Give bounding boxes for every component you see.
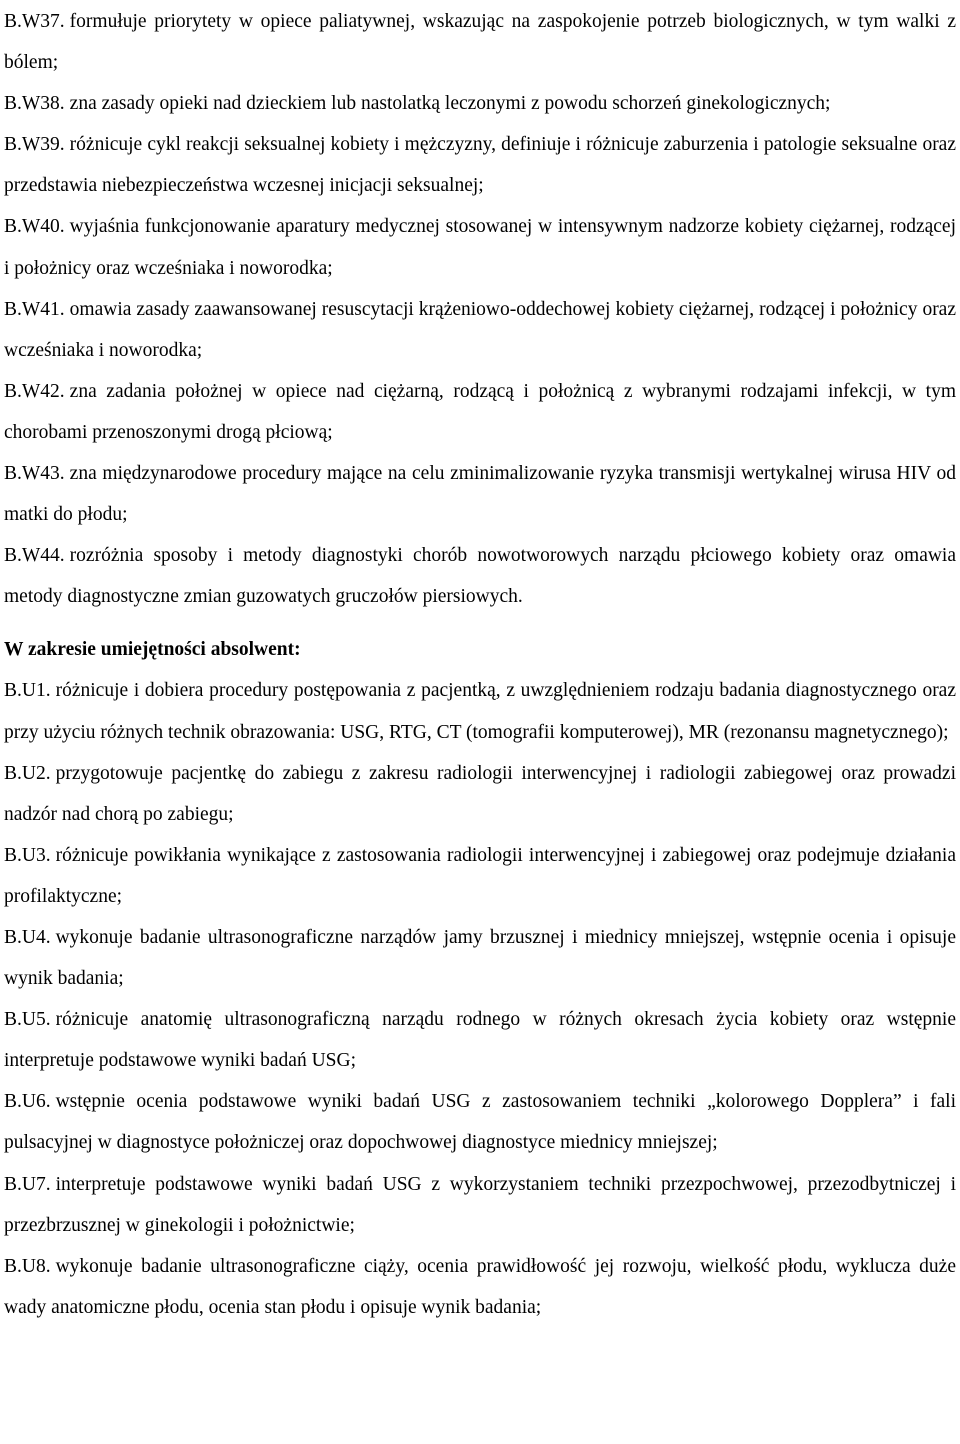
knowledge-item-bw43 bbox=[4, 453, 956, 535]
item-text: wstępnie ocenia podstawowe wyniki badań USG z zastosowaniem techniki „kolorowego Dopplera” i fali pulsacyjnej w diagnostyce położniczej oraz dopochwowej diagnostyce miednicy mniejszej; bbox=[4, 1091, 956, 1154]
item-text: przygotowuje pacjentkę do zabiegu z zakresu radiologii interwencyjnej i radiologii zabiegowej oraz prowadzi nadzór nad chorą po zabiegu; bbox=[4, 762, 956, 825]
item-code: B.U2. bbox=[4, 762, 51, 784]
item-text: zna międzynarodowe procedury mające na celu zminimalizowanie ryzyka transmisji wertykalnej wirusa HIV od matki do płodu; bbox=[4, 463, 956, 526]
item-code: B.W40. bbox=[4, 216, 65, 238]
item-code: B.U3. bbox=[4, 844, 51, 866]
item-code: B.U4. bbox=[4, 926, 51, 948]
item-code: B.W41. bbox=[4, 298, 65, 320]
item-text: rozróżnia sposoby i metody diagnostyki chorób nowotworowych narządu płciowego kobiety oraz omawia metody diagnostyczne zmian guzowatych gruczołów piersiowych. bbox=[4, 545, 956, 608]
item-code: B.W43. bbox=[4, 463, 65, 485]
skill-item-bu2 bbox=[4, 753, 956, 835]
skill-item-bu5 bbox=[4, 999, 956, 1081]
item-code: B.W44. bbox=[4, 545, 65, 567]
item-text: różnicuje i dobiera procedury postępowania z pacjentką, z uwzględnieniem rodzaju badania diagnostycznego oraz przy użyciu różnych technik obrazowania: USG, RTG, CT (tomografii komputerowej), MR (rezonansu magnetycznego); bbox=[4, 680, 956, 743]
item-text: wyjaśnia funkcjonowanie aparatury medycznej stosowanej w intensywnym nadzorze kobiety ciężarnej, rodzącej i położnicy oraz wcześniaka i noworodka; bbox=[4, 216, 956, 279]
skill-item-bu7 bbox=[4, 1164, 956, 1246]
item-text: zna zasady opieki nad dzieckiem lub nastolatką leczonymi z powodu schorzeń ginekologicznych; bbox=[69, 93, 831, 115]
document-page bbox=[4, 0, 956, 1328]
item-code: B.U5. bbox=[4, 1009, 51, 1031]
item-code: B.U1. bbox=[4, 680, 51, 702]
item-text: wykonuje badanie ultrasonograficzne ciąży, ocenia prawidłowość jej rozwoju, wielkość płodu, wyklucza duże wady anatomiczne płodu, ocenia stan płodu i opisuje wynik badania; bbox=[4, 1255, 956, 1318]
item-code: B.W39. bbox=[4, 134, 65, 156]
skill-item-bu4 bbox=[4, 917, 956, 999]
item-text: interpretuje podstawowe wyniki badań USG z wykorzystaniem techniki przezpochwowej, przezodbytniczej i przezbrzusznej w ginekologii i położnictwie; bbox=[4, 1173, 956, 1236]
knowledge-item-bw44 bbox=[4, 535, 956, 617]
item-code: B.U8. bbox=[4, 1255, 51, 1277]
item-text: różnicuje powikłania wynikające z zastosowania radiologii interwencyjnej i zabiegowej oraz podejmuje działania profilaktyczne; bbox=[4, 844, 956, 907]
skill-item-bu6 bbox=[4, 1081, 956, 1163]
item-code: B.U6. bbox=[4, 1091, 51, 1113]
item-text: zna zadania położnej w opiece nad ciężarną, rodzącą i położnicą z wybranymi rodzajami infekcji, w tym chorobami przenoszonymi drogą płciową; bbox=[4, 380, 956, 443]
item-text: różnicuje anatomię ultrasonograficzną narządu rodnego w różnych okresach życia kobiety oraz wstępnie interpretuje podstawowe wyniki badań USG; bbox=[4, 1009, 956, 1072]
knowledge-item-bw42 bbox=[4, 371, 956, 453]
item-code: B.W38. bbox=[4, 93, 65, 115]
knowledge-item-bw37 bbox=[4, 1, 956, 83]
item-code: B.W37. bbox=[4, 11, 65, 32]
skills-list bbox=[4, 670, 956, 1328]
skill-item-bu8 bbox=[4, 1246, 956, 1328]
item-text: omawia zasady zaawansowanej resuscytacji krążeniowo-oddechowej kobiety ciężarnej, rodzącej i położnicy oraz wcześniaka i noworodka; bbox=[4, 298, 956, 361]
item-code: B.W42. bbox=[4, 380, 65, 402]
item-text: formułuje priorytety w opiece paliatywnej, wskazując na zaspokojenie potrzeb biologicznych, w tym walki z bólem; bbox=[4, 11, 956, 74]
knowledge-item-bw38 bbox=[4, 83, 956, 124]
item-code: B.U7. bbox=[4, 1173, 51, 1195]
skills-section-heading: W zakresie umiejętności absolwent: bbox=[4, 639, 301, 661]
knowledge-item-bw40 bbox=[4, 206, 956, 288]
knowledge-list bbox=[4, 1, 956, 617]
skill-item-bu3 bbox=[4, 835, 956, 917]
knowledge-item-bw39 bbox=[4, 124, 956, 206]
knowledge-item-bw41 bbox=[4, 289, 956, 371]
item-text: różnicuje cykl reakcji seksualnej kobiety i mężczyzny, definiuje i różnicuje zaburzenia i patologie seksualne oraz przedstawia niebezpieczeństwa wczesnej inicjacji seksualnej; bbox=[4, 134, 956, 197]
skill-item-bu1 bbox=[4, 670, 956, 752]
item-text: wykonuje badanie ultrasonograficzne narządów jamy brzusznej i miednicy mniejszej, wstępnie ocenia i opisuje wynik badania; bbox=[4, 926, 956, 990]
